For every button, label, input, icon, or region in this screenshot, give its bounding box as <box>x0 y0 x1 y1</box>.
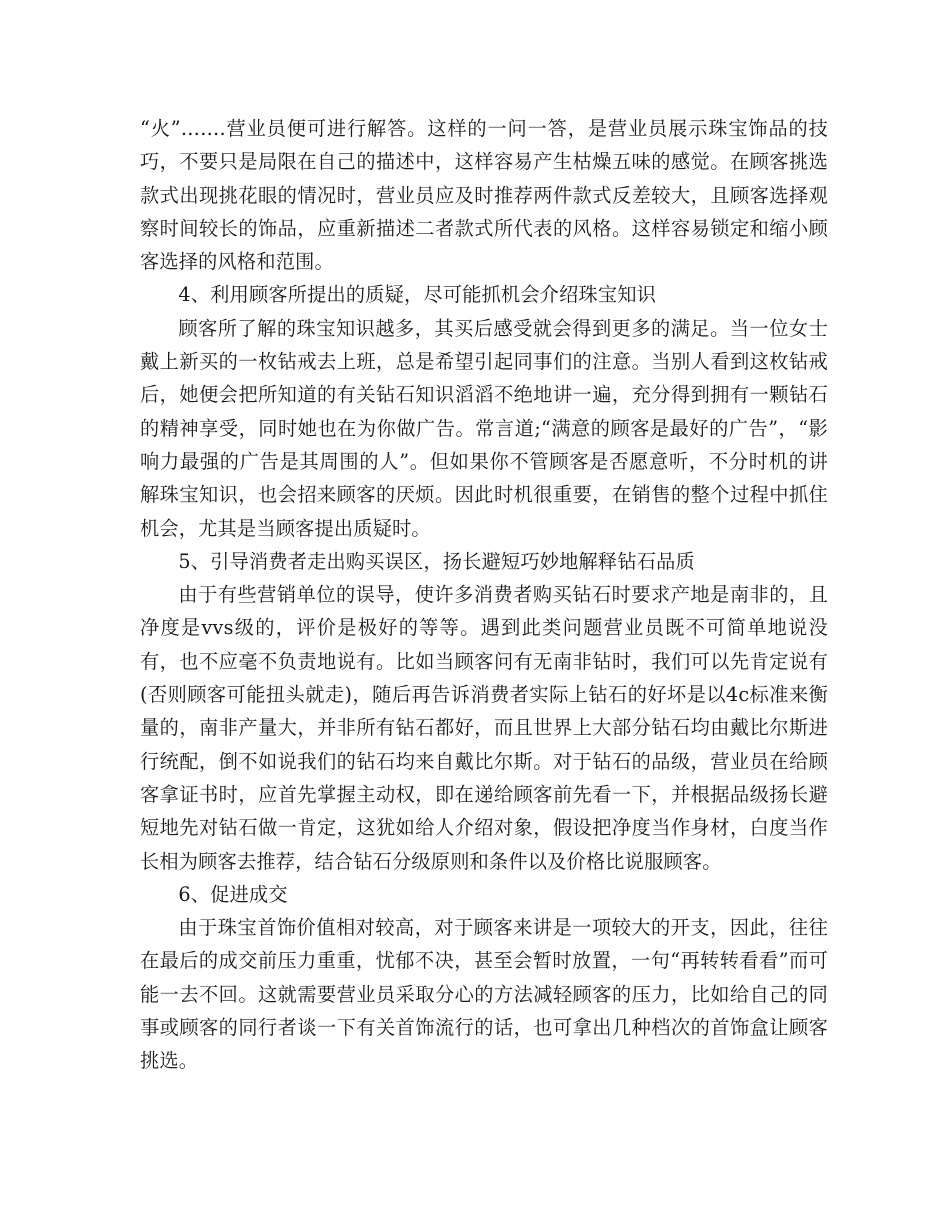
paragraph-continuation: “火”…….营业员便可进行解答。这样的一问一答，是营业员展示珠宝饰品的技巧，不要只是局限在自己的描述中，这样容易产生枯燥五味的感觉。在顾客挑选款式出现挑花眼的情况时，营业员应及时推荐两件款式反差较大，且顾客选择观察时间较长的饰品，应重新描述二者款式所代表的风格。这样容易锁定和缩小顾客选择的风格和范围。 <box>140 117 828 274</box>
section-heading-5: 5、引导消费者走出购买误区，扬长避短巧妙地解释钻石品质 <box>178 549 695 573</box>
paragraph-closing-deal: 由于珠宝首饰价值相对较高，对于顾客来讲是一项较大的开支，因此，往往在最后的成交前压力重重，忧郁不决，甚至会暂时放置，一句“再转转看看”而可能一去不回。这就需要营业员采取分心的方法减轻顾客的压力，比如给自己的同事或顾客的同行者谈一下有关首饰流行的话，也可拿出几种档次的首饰盒让顾客挑选。 <box>140 916 828 1073</box>
document-body <box>140 112 828 1078</box>
section-heading-4: 4、利用顾客所提出的质疑，尽可能抓机会介绍珠宝知识 <box>178 283 657 307</box>
paragraph-jewelry-knowledge: 顾客所了解的珠宝知识越多，其买后感受就会得到更多的满足。当一位女士戴上新买的一枚钻戒去上班，总是希望引起同事们的注意。当别人看到这枚钻戒后，她便会把所知道的有关钻石知识滔滔不绝地讲一遍，充分得到拥有一颗钻石的精神享受，同时她也在为你做广告。常言道;“满意的顾客是最好的广告”，“影响力最强的广告是其周围的人”。但如果你不管顾客是否愿意听，不分时机的讲解珠宝知识，也会招来顾客的厌烦。因此时机很重要，在销售的整个过程中抓住机会，尤其是当顾客提出质疑时。 <box>140 316 828 540</box>
paragraph-diamond-quality: 由于有些营销单位的误导，使许多消费者购买钻石时要求产地是南非的，且净度是vvs级的，评价是极好的等等。遇到此类问题营业员既不可简单地说没有，也不应毫不负责地说有。比如当顾客问有无南非钻时，我们可以先肯定说有(否则顾客可能扭头就走)，随后再告诉消费者实际上钻石的好坏是以4c标准来衡量的，南非产量大，并非所有钻石都好，而且世界上大部分钻石均由戴比尔斯进行统配，倒不如说我们的钻石均来自戴比尔斯。对于钻石的品级，营业员在给顾客拿证书时，应首先掌握主动权，即在递给顾客前先看一下，并根据品级扬长避短地先对钻石做一肯定，这犹如给人介绍对象，假设把净度当作身材，白度当作长相为顾客去推荐，结合钻石分级原则和条件以及价格比说服顾客。 <box>140 583 828 873</box>
section-heading-6: 6、促进成交 <box>178 882 288 906</box>
